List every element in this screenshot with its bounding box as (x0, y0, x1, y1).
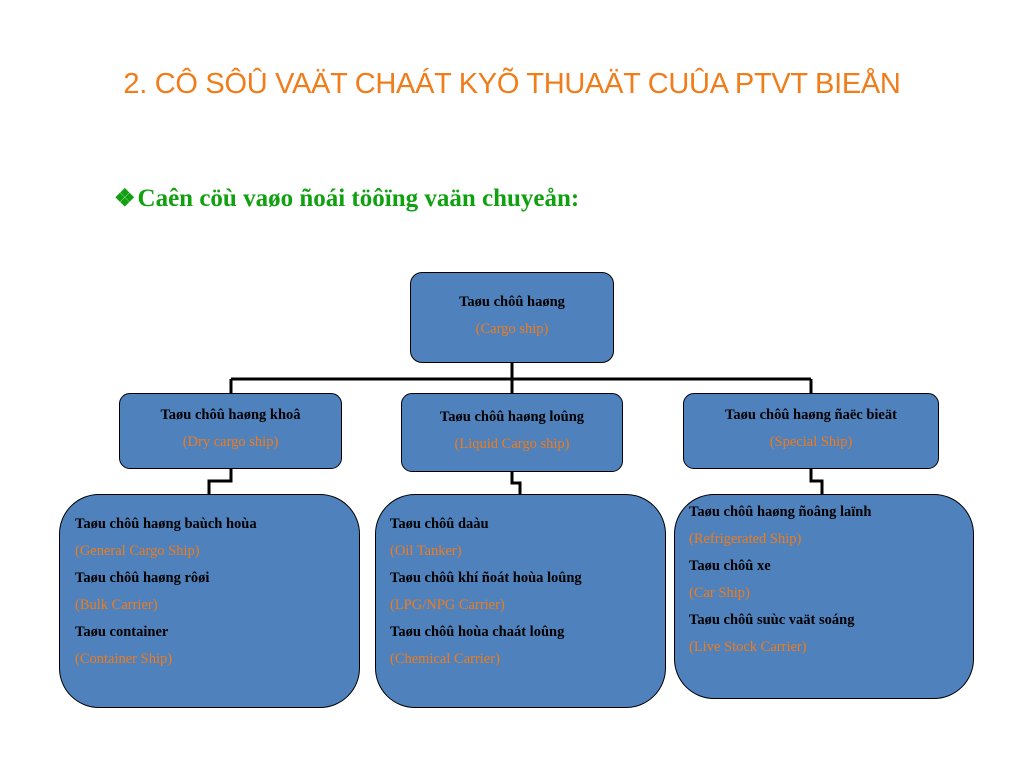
detail-item-label: Taøu chôû suùc vaät soáng (689, 612, 855, 628)
root-node-label: Taøu chôû haøng (459, 294, 565, 310)
detail-item-label: Taøu chôû hoùa chaát loûng (390, 624, 565, 640)
subtitle-text: Caên cöù vaøo ñoái töôïng vaän chuyeån: (137, 185, 580, 212)
detail-item-english: (Refrigerated Ship) (689, 531, 802, 547)
detail-node-dry-cargo (59, 494, 360, 708)
detail-item-english: (Chemical Carrier) (390, 651, 500, 667)
slide-title: 2. CÔ SÔÛ VAÄT CHAÁT KYÕ THUAÄT CUÛA PTVT BIEÅN (123, 68, 901, 100)
detail-item-english: (Bulk Carrier) (75, 597, 158, 613)
category-node-liquid-cargo (401, 393, 623, 472)
root-node (410, 272, 614, 363)
category-node-english: (Special Ship) (769, 434, 853, 450)
connector-detail-dry (209, 468, 231, 495)
connector-detail-special (811, 468, 822, 495)
detail-item-label: Taøu container (75, 624, 169, 640)
detail-item-english: (LPG/NPG Carrier) (390, 597, 505, 613)
detail-item-english: (Container Ship) (75, 651, 173, 667)
detail-item-label: Taøu chôû khí ñoát hoùa loûng (390, 570, 582, 586)
diamond-bullet-icon: ❖ (114, 186, 136, 212)
detail-item-english: (Car Ship) (689, 585, 750, 601)
detail-item-english: (Oil Tanker) (390, 543, 462, 559)
category-node-english: (Dry cargo ship) (182, 434, 279, 450)
root-node-english: (Cargo ship) (475, 321, 549, 337)
category-node-dry-cargo (119, 393, 342, 469)
detail-item-label: Taøu chôû haøng ñoâng laïnh (689, 504, 872, 520)
connector-detail-liquid (512, 470, 520, 495)
detail-item-label: Taøu chôû haøng rôøi (75, 570, 210, 586)
detail-item-label: Taøu chôû haøng baùch hoùa (75, 516, 257, 532)
category-node-special (683, 393, 939, 469)
category-node-label: Taøu chôû haøng khoâ (160, 407, 301, 423)
detail-item-english: (General Cargo Ship) (75, 543, 200, 559)
detail-item-label: Taøu chôû xe (689, 558, 771, 574)
category-node-label: Taøu chôû haøng loûng (439, 409, 585, 425)
category-node-english: (Liquid Cargo ship) (454, 436, 570, 452)
category-node-label: Taøu chôû haøng ñaëc bieät (725, 407, 897, 423)
detail-item-label: Taøu chôû daàu (390, 516, 489, 532)
detail-node-special (674, 494, 974, 699)
detail-item-english: (Live Stock Carrier) (689, 639, 807, 655)
detail-node-liquid-cargo (375, 494, 666, 708)
